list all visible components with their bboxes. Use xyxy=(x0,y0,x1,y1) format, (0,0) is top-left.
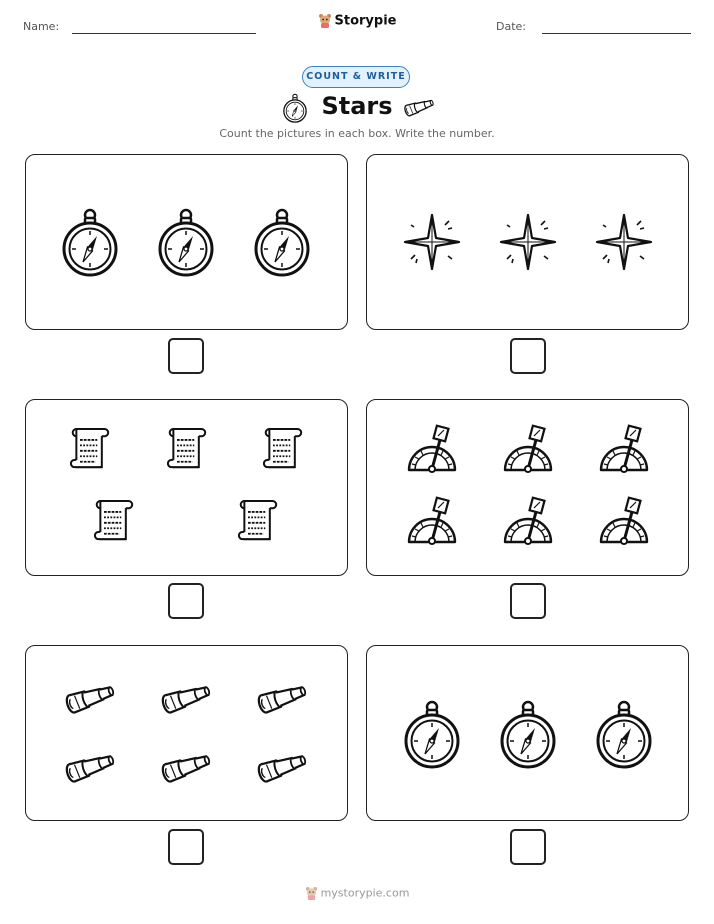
gauge-icon xyxy=(597,496,651,550)
spyglass-icon xyxy=(254,749,310,785)
spyglass-icon xyxy=(62,680,118,716)
title-row xyxy=(0,90,714,126)
scroll-icon xyxy=(238,497,278,545)
footer-url[interactable]: mystorypie.com xyxy=(320,886,410,900)
star-icon xyxy=(402,212,462,272)
brand-name: Storypie xyxy=(334,13,397,29)
compass-icon xyxy=(60,207,120,277)
star-icon xyxy=(498,212,558,272)
page-title: Stars xyxy=(321,92,393,120)
scroll-icon xyxy=(167,425,207,473)
instructions: Count the pictures in each box. Write the number. xyxy=(219,127,495,140)
count-panel-4 xyxy=(366,399,689,576)
compass-icon xyxy=(498,699,558,769)
gauge-icon xyxy=(501,424,555,478)
scroll-icon xyxy=(70,425,110,473)
footer xyxy=(0,886,714,901)
gauge-icon xyxy=(405,496,459,550)
date-label: Date: xyxy=(496,20,526,33)
answer-box-3[interactable] xyxy=(168,583,204,619)
compass-icon xyxy=(252,207,312,277)
spyglass-icon xyxy=(158,680,214,716)
gauge-icon xyxy=(597,424,651,478)
answer-box-2[interactable] xyxy=(510,338,546,374)
date-line[interactable] xyxy=(542,33,691,34)
storypie-mascot-icon xyxy=(305,886,318,901)
answer-box-1[interactable] xyxy=(168,338,204,374)
spyglass-icon xyxy=(158,749,214,785)
count-write-badge: COUNT & WRITE xyxy=(302,66,410,88)
scroll-icon xyxy=(263,425,303,473)
answer-box-6[interactable] xyxy=(510,829,546,865)
count-panel-5 xyxy=(25,645,348,821)
count-panel-6 xyxy=(366,645,689,821)
gauge-icon xyxy=(405,424,459,478)
scroll-icon xyxy=(94,497,134,545)
star-icon xyxy=(594,212,654,272)
count-panel-2 xyxy=(366,154,689,330)
name-line[interactable] xyxy=(72,33,256,34)
name-label: Name: xyxy=(23,20,60,33)
count-panel-3 xyxy=(25,399,348,576)
spyglass-icon xyxy=(402,96,436,118)
compass-icon xyxy=(594,699,654,769)
count-panel-1 xyxy=(25,154,348,330)
answer-box-5[interactable] xyxy=(168,829,204,865)
compass-icon xyxy=(156,207,216,277)
answer-box-4[interactable] xyxy=(510,583,546,619)
brand-logo xyxy=(0,13,714,29)
spyglass-icon xyxy=(254,680,310,716)
gauge-icon xyxy=(501,496,555,550)
storypie-mascot-icon xyxy=(318,13,332,29)
spyglass-icon xyxy=(62,749,118,785)
compass-icon xyxy=(402,699,462,769)
